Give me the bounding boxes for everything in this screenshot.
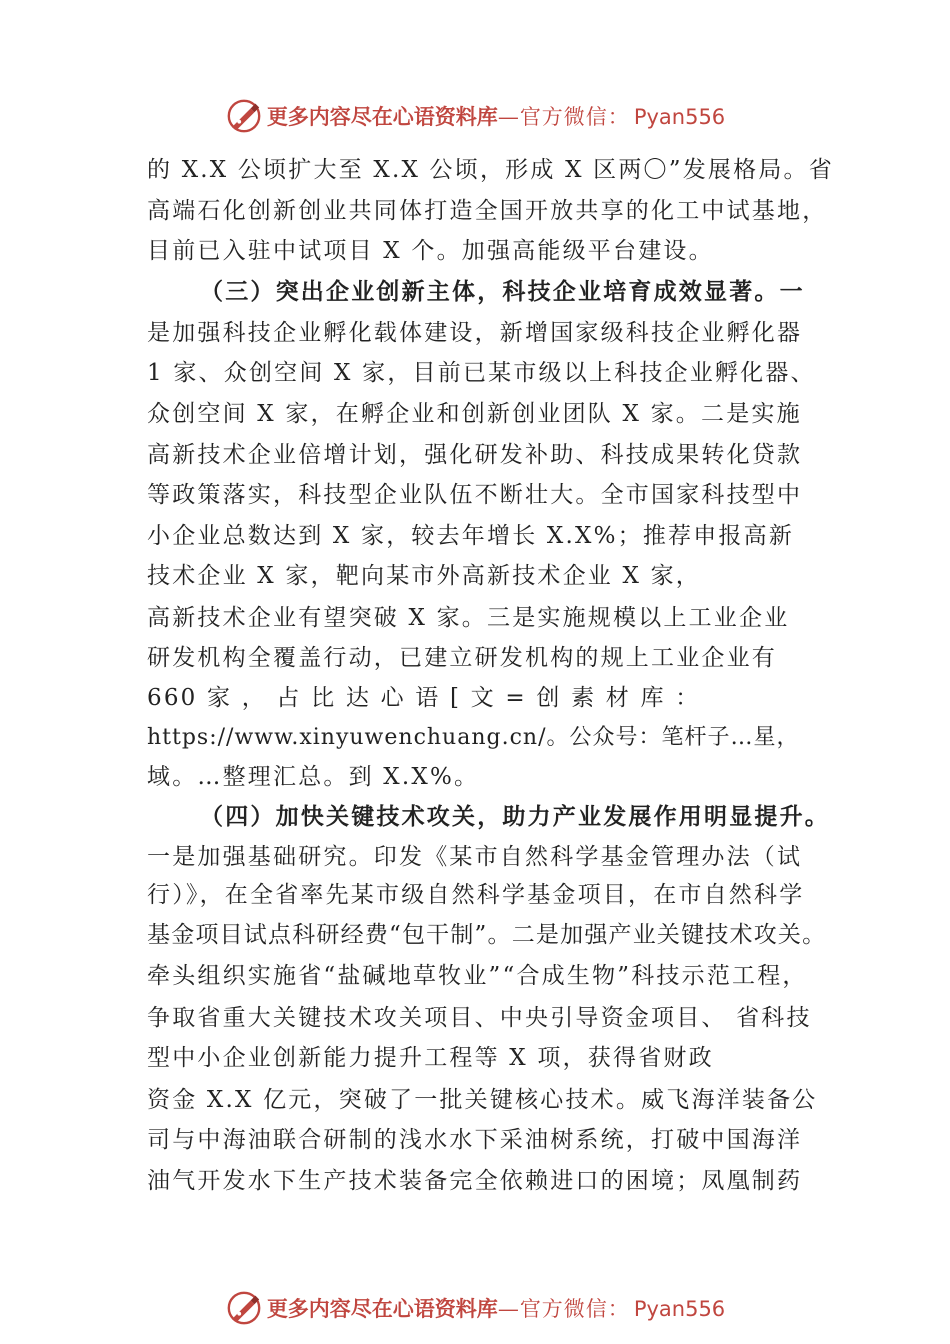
body-line: 研发机构全覆盖行动，已建立研发机构的规上工业企业有 [147,645,777,671]
body-line: 是加强科技企业孵化载体建设，新增国家级科技企业孵化器 [147,320,803,346]
body-line: https://www.xinyuwenchuang.cn/。公众号：笔杆子…星， [147,725,800,750]
body-line: 小企业总数达到 X 家，较去年增长 X.X%；推荐申报高新 [147,523,795,549]
body-line: 牵头组织实施省“盐碱地草牧业”“合成生物”科技示范工程， [147,963,808,989]
watermark-brand: 更多内容尽在心语资料库 [266,1296,498,1321]
watermark-official: 官方微信： [519,105,630,129]
body-line: 司与中海油联合研制的浅水水下采油树系统，打破中国海洋 [147,1127,803,1153]
watermark-text [267,1293,725,1323]
body-line: 的 X.X 公顷扩大至 X.X 公顷，形成 X 区两〇”发展格局。省 [147,157,834,183]
body-line: 高端石化创新创业共同体打造全国开放共享的化工中试基地， [147,198,828,224]
body-line: 等政策落实，科技型企业队伍不断壮大。全市国家科技型中 [147,482,803,508]
body-line: 高新技术企业有望突破 X 家。三是实施规模以上工业企业 [147,605,790,631]
body-line: 目前已入驻中试项目 X 个。加强高能级平台建设。 [147,238,714,264]
watermark-official: 官方微信： [519,1297,630,1321]
body-line: 高新技术企业倍增计划，强化研发补助、科技成果转化贷款 [147,442,803,468]
watermark-separator: — [497,105,520,129]
body-line: 行）》，在全省率先某市级自然科学基金项目，在市自然科学 [147,882,805,908]
watermark-wechat-id: Pyan556 [633,1297,726,1321]
body-line: 一是加强基础研究。印发《某市自然科学基金管理办法（试 [147,844,803,870]
watermark-text [267,101,725,131]
pen-nib-logo-icon [225,1289,263,1327]
body-line: 基金项目试点科研经费“包干制”。二是加强产业关键技术攻关。 [147,922,827,948]
body-line: 域。…整理汇总。到 X.X%。 [147,764,480,790]
body-line: 型中小企业创新能力提升工程等 X 项，获得省财政 [147,1045,714,1071]
body-line: 1 家、众创空间 X 家，目前已某市级以上科技企业孵化器、 [147,360,816,386]
pen-nib-logo-icon [225,97,263,135]
section-heading-3: （三）突出企业创新主体，科技企业培育成效显著。一 [200,278,805,305]
watermark-banner-top [0,94,950,138]
watermark-separator: — [497,1297,520,1321]
body-line: 油气开发水下生产技术装备完全依赖进口的困境；凤凰制药 [147,1168,803,1194]
body-line: 技术企业 X 家，靶向某市外高新技术企业 X 家， [147,563,701,589]
watermark-banner-bottom [0,1286,950,1330]
watermark-brand: 更多内容尽在心语资料库 [266,104,498,129]
body-line: 资金 X.X 亿元，突破了一批关键核心技术。威飞海洋装备公 [147,1087,818,1113]
section-heading-4: （四）加快关键技术攻关，助力产业发展作用明显提升。 [200,803,830,830]
body-line: 660 家 ， 占 比 达 心 语 [ 文 = 创 素 材 库 ： [147,685,701,711]
watermark-wechat-id: Pyan556 [633,105,726,129]
body-line: 众创空间 X 家，在孵企业和创新创业团队 X 家。二是实施 [147,401,802,427]
body-line: 争取省重大关键技术攻关项目、中央引导资金项目、 省科技 [147,1005,812,1031]
